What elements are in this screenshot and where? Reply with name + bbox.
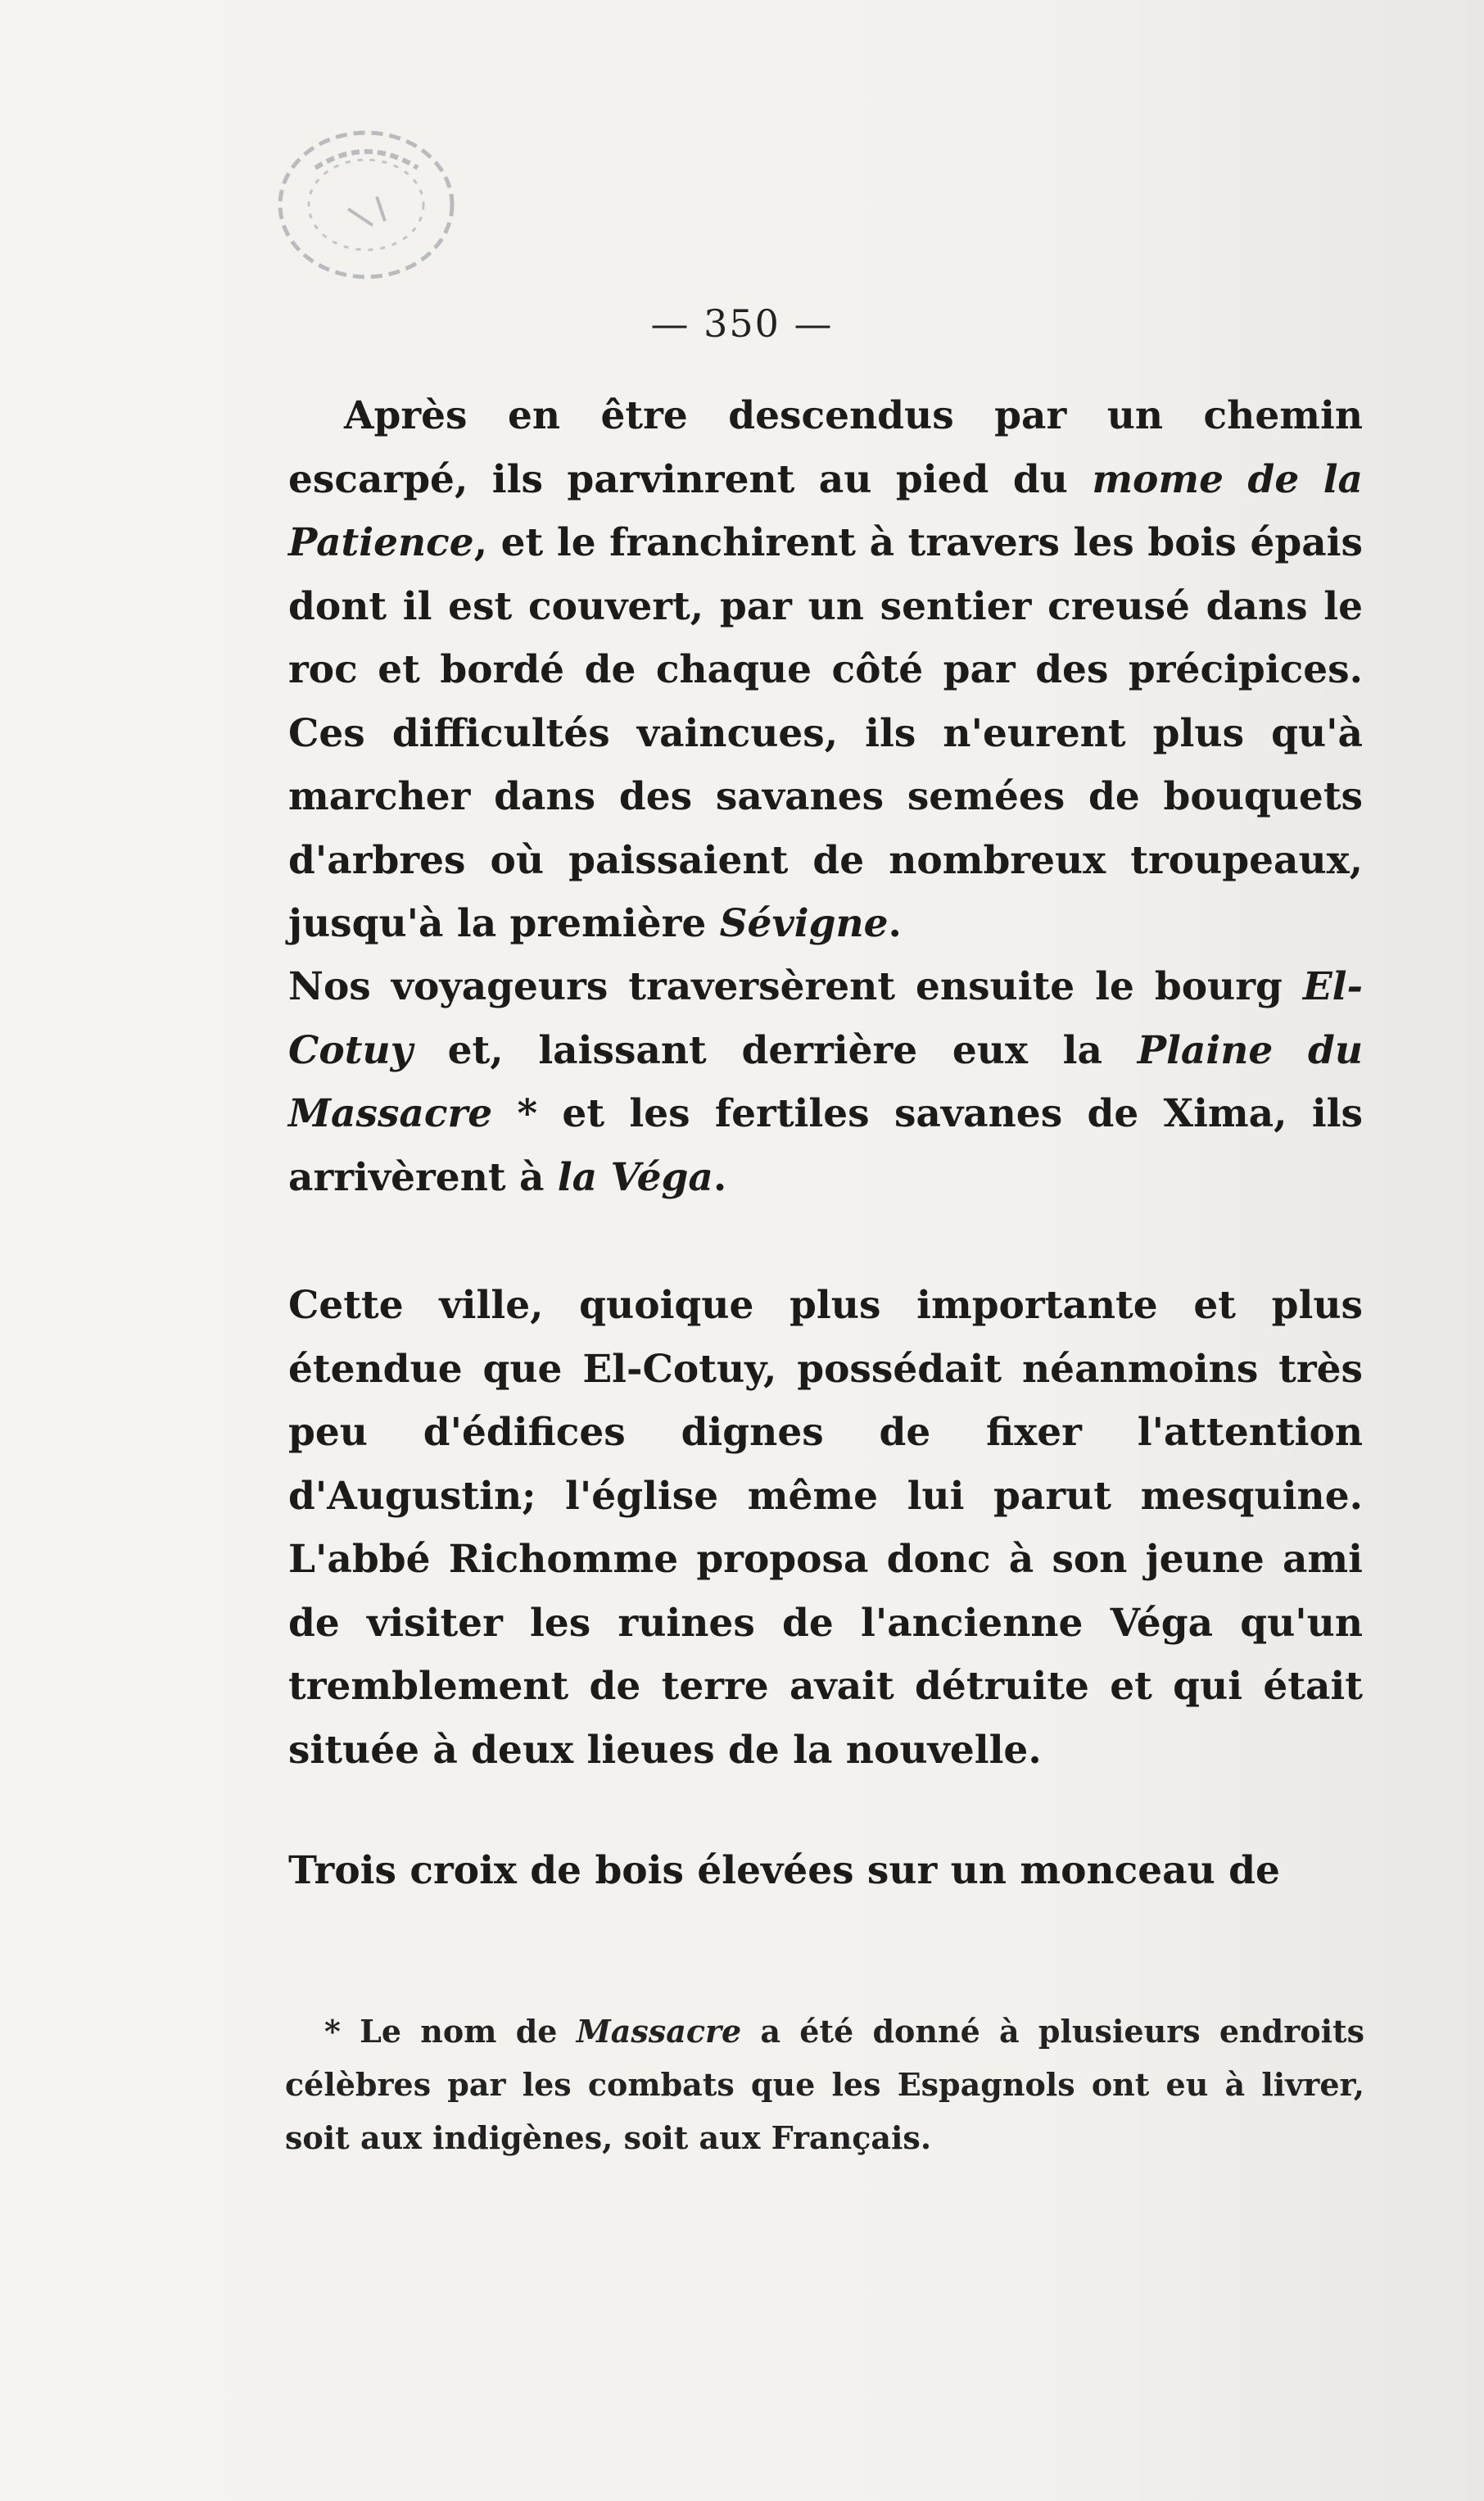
text-segment: * et les fertiles savanes de Xima, ils arrivèrent à — [288, 1091, 1363, 1200]
paragraph-4 — [288, 1839, 1363, 1903]
page-number: — 350 — — [650, 301, 834, 346]
text-segment: * Le nom de — [324, 2013, 577, 2050]
text-segment: Après en être descendus par un chemin escarpé, ils parvinrent au pied du — [288, 393, 1363, 502]
text-segment: Cette ville, quoique plus importante et plus étendue que El-Cotuy, possédait néanmoins très peu d'édifices dignes de fixer l'attention d'Augustin; l'église même lui parut mesquine. L'abbé Richomme proposa donc à son jeune ami de visiter les ruines de l'ancienne Véga qu'un tremblement de terre avait détruite et qui était située à deux lieues de la nouvelle. — [288, 1283, 1363, 1773]
italic-text: Sévigne — [719, 901, 889, 946]
italic-text: mome de la Patience — [288, 456, 1364, 565]
text-segment: et, laissant derrière eux la — [412, 1027, 1138, 1073]
paragraph-2 — [288, 955, 1363, 1209]
text-segment: , et le franchirent à travers les bois épais dont il est couvert, par un sentier creusé dans le roc et bordé de chaque côté par des précipices. Ces difficultés vaincues, ils n'eurent plus qu'à marcher dans des savanes semées de bouquets d'arbres où paissaient de nombreux troupeaux, jusqu'à la première — [288, 520, 1363, 946]
footnote — [285, 2005, 1364, 2164]
paragraph-1 — [288, 384, 1363, 956]
text-segment: . — [713, 1154, 727, 1200]
text-segment: Nos voyageurs traversèrent ensuite le bourg — [288, 964, 1303, 1009]
library-stamp-icon — [266, 119, 467, 295]
text-segment: a été donné à plusieurs endroits célèbres par les combats que les Espagnols ont eu à livrer, soit aux indigènes, soit aux Français. — [285, 2013, 1364, 2156]
text-segment: . — [888, 901, 902, 946]
text-segment: Trois croix de bois élevées sur un monceau de — [288, 1848, 1280, 1893]
italic-text: la Véga — [557, 1154, 713, 1200]
italic-text: El-Cotuy — [288, 964, 1363, 1073]
italic-text: Massacre — [576, 2013, 742, 2050]
paragraph-3 — [288, 1274, 1363, 1782]
italic-text: Plaine du Massacre — [288, 1027, 1364, 1136]
